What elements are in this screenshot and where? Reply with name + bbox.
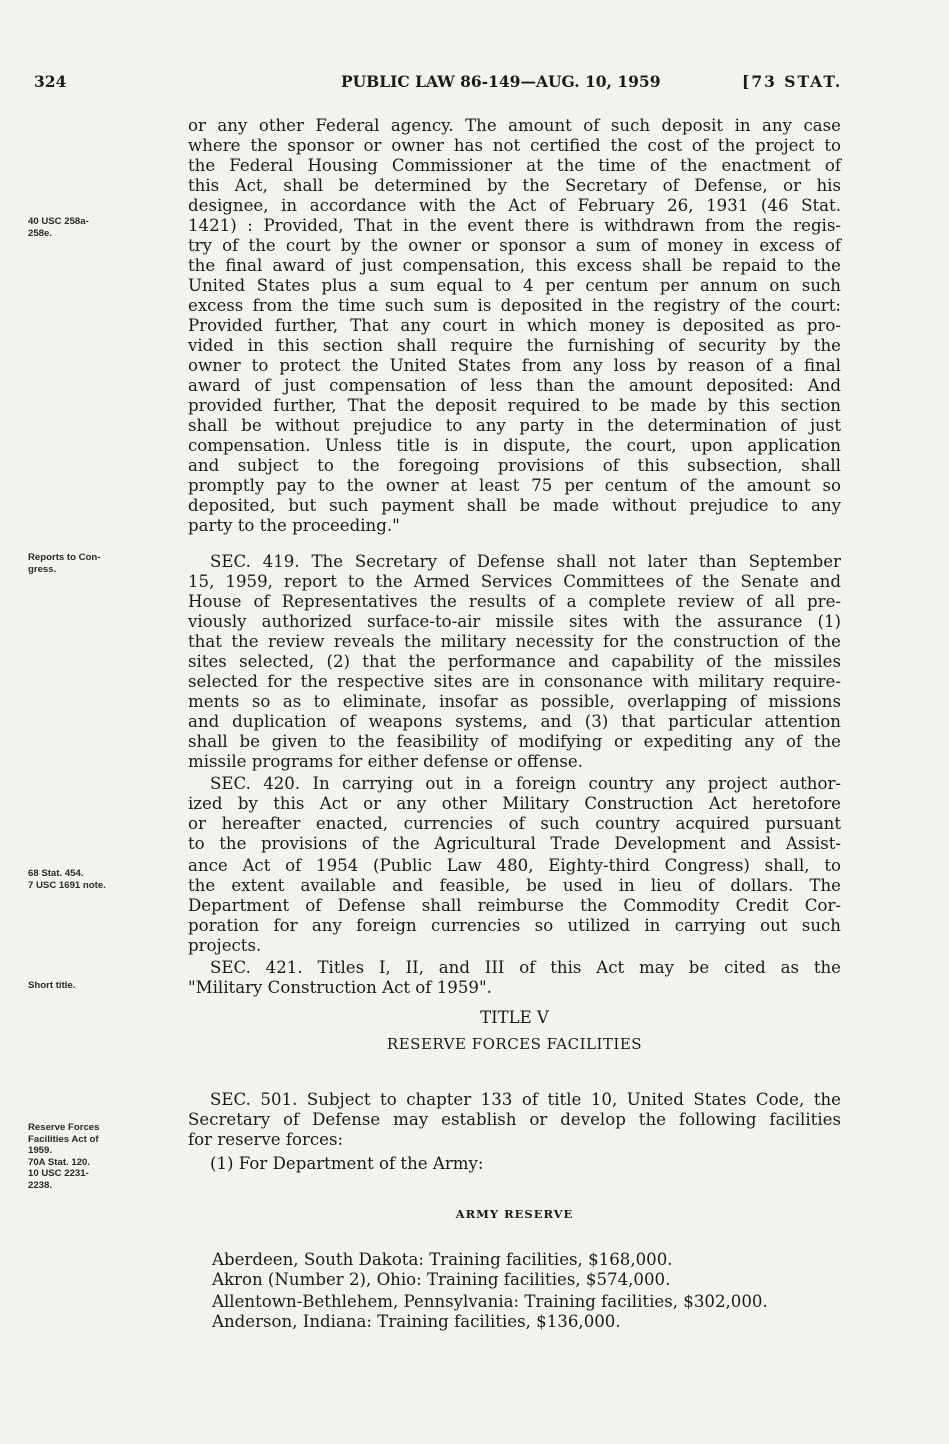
text-line: Provided further, That any court in which money is deposited as pro- xyxy=(188,316,841,335)
text-line: the final award of just compensation, this excess shall be repaid to the xyxy=(188,256,841,275)
page-number: 324 xyxy=(34,72,67,91)
text-line: award of just compensation of less than the amount deposited: And xyxy=(188,376,841,395)
text-line: (1) For Department of the Army: xyxy=(210,1154,484,1173)
text-line: or any other Federal agency. The amount of such deposit in any case xyxy=(188,116,841,135)
text-line: for reserve forces: xyxy=(188,1130,344,1149)
section-heading-army-reserve: ARMY RESERVE xyxy=(455,1207,574,1221)
text-line: SEC. 420. In carrying out in a foreign country any project author- xyxy=(210,774,841,793)
text-line: United States plus a sum equal to 4 per centum per annum on such xyxy=(188,276,841,295)
text-line: and duplication of weapons systems, and (3) that particular attention xyxy=(188,712,841,731)
margin-note-reports: Reports to Con- gress. xyxy=(28,552,101,575)
text-line: SEC. 421. Titles I, II, and III of this Act may be cited as the xyxy=(210,958,841,977)
text-line: vided in this section shall require the furnishing of security by the xyxy=(188,336,841,355)
text-line: SEC. 419. The Secretary of Defense shall not later than September xyxy=(210,552,841,571)
text-line: shall be given to the feasibility of modifying or expediting any of the xyxy=(188,732,841,751)
text-line: projects. xyxy=(188,936,262,955)
text-line: Secretary of Defense may establish or develop the following facilities xyxy=(188,1110,841,1129)
margin-note-reserve-forces: Reserve Forces Facilities Act of 1959. 70A Stat. 120. 10 USC 2231- 2238. xyxy=(28,1122,100,1191)
text-line: SEC. 501. Subject to chapter 133 of title 10, United States Code, the xyxy=(210,1090,841,1109)
text-line: 1421) : Provided, That in the event there is withdrawn from the regis- xyxy=(188,216,841,235)
text-line: try of the court by the owner or sponsor a sum of money in excess of xyxy=(188,236,841,255)
text-line: viously authorized surface-to-air missile sites with the assurance (1) xyxy=(188,612,841,631)
statute-reference: [73 STAT. xyxy=(742,72,843,91)
text-line: Department of Defense shall reimburse the Commodity Credit Cor- xyxy=(188,896,841,915)
header-title: PUBLIC LAW 86-149—AUG. 10, 1959 xyxy=(341,72,661,91)
text-line: excess from the time such sum is deposited in the registry of the court: xyxy=(188,296,841,315)
title-subheading: RESERVE FORCES FACILITIES xyxy=(386,1035,643,1053)
text-line: promptly pay to the owner at least 75 per centum of the amount so xyxy=(188,476,841,495)
margin-note-short-title: Short title. xyxy=(28,980,76,991)
text-line: owner to protect the United States from any loss by reason of a final xyxy=(188,356,841,375)
text-line: compensation. Unless title is in dispute, the court, upon application xyxy=(188,436,841,455)
text-line: deposited, but such payment shall be made without prejudice to any xyxy=(188,496,841,515)
text-line: party to the proceeding." xyxy=(188,516,400,535)
text-line: ized by this Act or any other Military Construction Act heretofore xyxy=(188,794,841,813)
list-item: Aberdeen, South Dakota: Training facilities, $168,000. xyxy=(212,1250,673,1269)
list-item: Akron (Number 2), Ohio: Training facilities, $574,000. xyxy=(212,1270,671,1289)
list-item: Anderson, Indiana: Training facilities, $136,000. xyxy=(212,1312,621,1331)
text-line: 15, 1959, report to the Armed Services Committees of the Senate and xyxy=(188,572,841,591)
text-line: or hereafter enacted, currencies of such country acquired pursuant xyxy=(188,814,841,833)
text-line: ments so as to eliminate, insofar as possible, overlapping of missions xyxy=(188,692,841,711)
text-line: House of Representatives the results of a complete review of all pre- xyxy=(188,592,841,611)
title-heading: TITLE V xyxy=(480,1008,549,1027)
text-line: provided further, That the deposit required to be made by this section xyxy=(188,396,841,415)
margin-note-68-stat: 68 Stat. 454. 7 USC 1691 note. xyxy=(28,868,106,891)
text-line: ance Act of 1954 (Public Law 480, Eighty-third Congress) shall, to xyxy=(188,856,841,875)
text-line: selected for the respective sites are in consonance with military require- xyxy=(188,672,841,691)
text-line: "Military Construction Act of 1959". xyxy=(188,978,492,997)
text-line: designee, in accordance with the Act of February 26, 1931 (46 Stat. xyxy=(188,196,841,215)
list-item: Allentown-Bethlehem, Pennsylvania: Training facilities, $302,000. xyxy=(212,1292,768,1311)
text-line: to the provisions of the Agricultural Trade Development and Assist- xyxy=(188,834,841,853)
text-line: this Act, shall be determined by the Secretary of Defense, or his xyxy=(188,176,841,195)
text-line: sites selected, (2) that the performance and capability of the missiles xyxy=(188,652,841,671)
text-line: where the sponsor or owner has not certified the cost of the project to xyxy=(188,136,841,155)
text-line: missile programs for either defense or offense. xyxy=(188,752,583,771)
text-line: the Federal Housing Commissioner at the time of the enactment of xyxy=(188,156,841,175)
text-line: and subject to the foregoing provisions of this subsection, shall xyxy=(188,456,841,475)
text-line: poration for any foreign currencies so utilized in carrying out such xyxy=(188,916,841,935)
text-line: that the review reveals the military necessity for the construction of the xyxy=(188,632,841,651)
margin-note-usc-258a: 40 USC 258a- 258e. xyxy=(28,216,89,239)
text-line: the extent available and feasible, be used in lieu of dollars. The xyxy=(188,876,841,895)
text-line: shall be without prejudice to any party in the determination of just xyxy=(188,416,841,435)
